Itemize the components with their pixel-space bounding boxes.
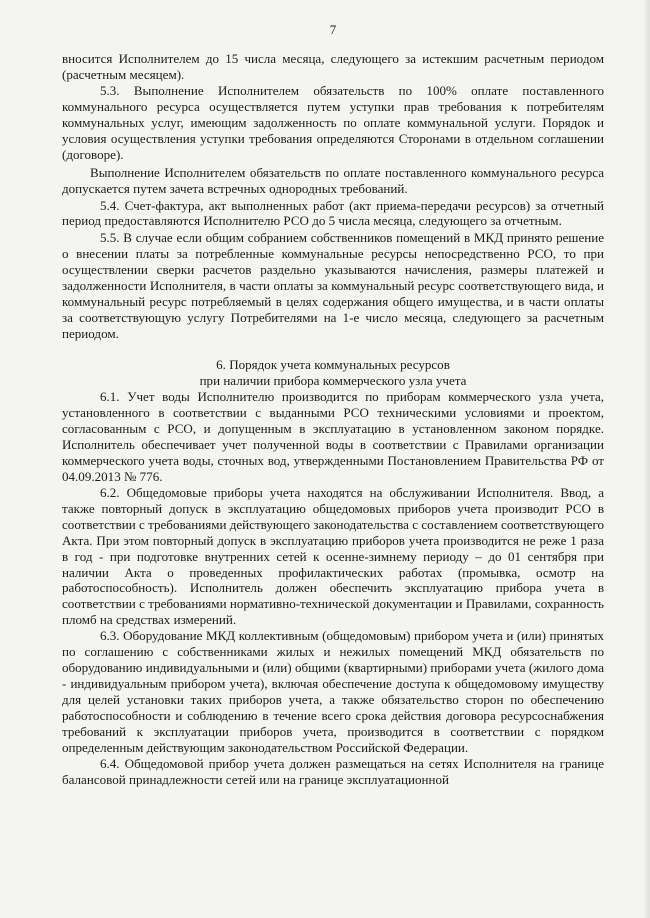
section-heading	[62, 357, 604, 389]
section-heading-line1: 6. Порядок учета коммунальных ресурсов	[216, 357, 450, 373]
paragraph-6-2: 6.2. Общедомовые приборы учета находятся на обслуживании Исполнителя. Ввод, а также повторный допуск в эксплуатацию общедомовых приборов учета производит РСО в соответствии с требованиями действующего законодательства с составлением соответствующего Акта. При этом повторный допуск в эксплуатацию приборов учета производится не реже 1 раза в год - при подготовке внутренних сетей к осенне-зимнему периоду – до 01 сентября при наличии Акта о проведенных профилактических работах (промывка, осмотр на работоспособность). Исполнитель должен обеспечить эксплуатацию прибора учета в соответствии с требованиями нормативно-технической документации и Правилами, сохранность пломб на средствах измерений.	[62, 484, 604, 628]
page-edge-shadow	[643, 0, 650, 918]
paragraph-5-3: 5.3. Выполнение Исполнителем обязательств по 100% оплате поставленного коммунального ресурса осуществляется путем уступки прав требования к потребителям коммунальных услуг, имеющим задолженность по оплате коммунальной услуги. Порядок и условия осуществления уступки требования определяются Сторонами в отдельном соглашении (договоре).	[62, 82, 604, 162]
paragraph-5-5: 5.5. В случае если общим собранием собственников помещений в МКД принято решение о внесении платы за потребленные коммунальные ресурсы непосредственно РСО, то при осуществлении сверки расчетов раздельно указываются начисления, размеры платежей и задолженности Исполнителя, в части оплаты за коммунальный ресурс соответствующего вида, и коммунальный ресурс потребляемый в целях содержания общего имущества, и в части оплаты за соответствующую услугу Потребителями на 1-е число месяца, следующего за расчетным периодом.	[62, 230, 604, 342]
page-number: 7	[329, 22, 337, 37]
paragraph-6-4: 6.4. Общедомовой прибор учета должен размещаться на сетях Исполнителя на границе балансовой принадлежности сетей или на границе эксплуатационной	[62, 755, 604, 787]
paragraph-6-1: 6.1. Учет воды Исполнителю производится по приборам коммерческого узла учета, установленного в соответствии с выданными РСО техническими условиями и проектом, согласованным с РСО, и допущенным в эксплуатацию в установленном законом порядке. Исполнитель обеспечивает учет полученной воды в соответствии с Правилами организации коммерческого учета воды, сточных вод, утвержденными Постановлением Правительства РФ от 04.09.2013 № 776.	[62, 389, 604, 484]
paragraph-continuation: вносится Исполнителем до 15 числа месяца, следующего за истекшим расчетным периодом (расчетным месяцем).	[62, 50, 604, 82]
paragraph-6-3: 6.3. Оборудование МКД коллективным (общедомовым) прибором учета и (или) принятых по соглашению с собственниками жилых и нежилых помещений МКД обязательств по оборудованию индивидуальными и (или) общими (квартирными) приборами учета (жилого дома - индивидуальным прибором учета), включая обеспечение доступа к общедомовому имуществу для целей установки таких приборов учета, а также обязательство сторон по обеспечению работоспособности и соблюдению в течение всего срока действия договора ресурсоснабжения требований к эксплуатации приборов учета, производится в соответствии с порядком определенным действующим законодательством Российской Федерации.	[62, 628, 604, 755]
section-heading-line2: при наличии прибора коммерческого узла учета	[199, 373, 467, 389]
paragraph-offset: Выполнение Исполнителем обязательств по оплате поставленного коммунального ресурса допускается путем зачета встречных однородных требований.	[62, 164, 604, 196]
paragraph-5-4: 5.4. Счет-фактура, акт выполненных работ (акт приема-передачи ресурсов) за отчетный период предоставляются Исполнителю РСО до 5 числа месяца, следующего за отчетным.	[62, 197, 604, 229]
